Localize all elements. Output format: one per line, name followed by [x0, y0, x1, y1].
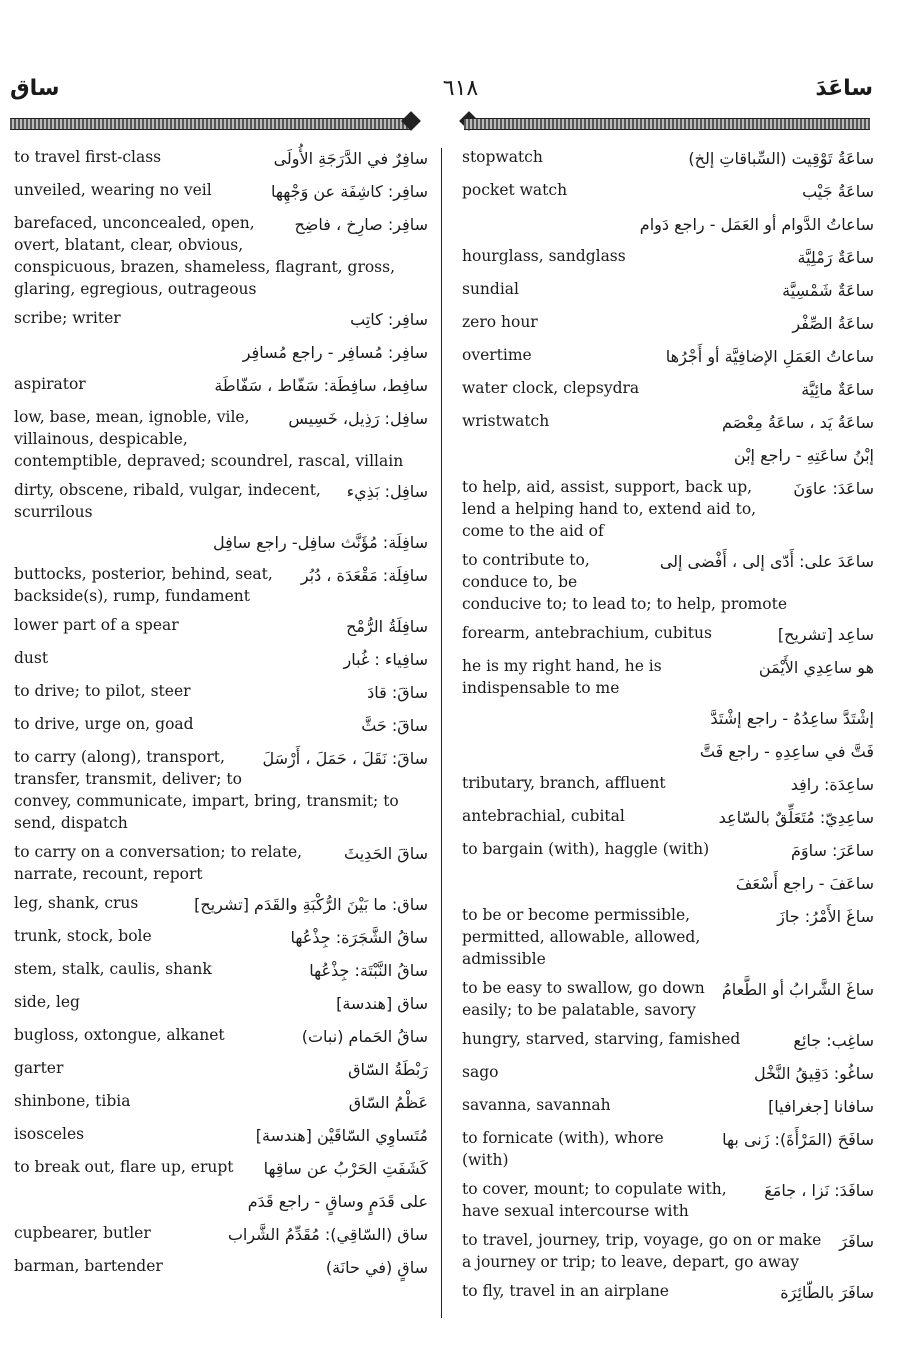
dictionary-entry: [14, 746, 428, 834]
english-definition: aspirator: [14, 375, 86, 393]
dictionary-entry: [14, 892, 428, 918]
dictionary-entry: [14, 1057, 428, 1083]
arabic-headword: سافِل: بَذِيء: [346, 482, 428, 501]
arabic-headword: ساعاتُ الدَّوام أو العَمَل - راجع دَوام: [639, 215, 874, 234]
page-header: [0, 70, 921, 120]
dictionary-entry: [14, 406, 428, 472]
arabic-headword: ساعِد [تشريح]: [777, 625, 874, 644]
arabic-headword: سافِرٌ في الدَّرَجَةِ الأُولَى: [273, 149, 428, 168]
arabic-headword: ساقُ الحَمام (نبات): [301, 1027, 428, 1046]
arabic-headword: سافَدَ: نَزا ، جامَعَ: [764, 1181, 874, 1200]
arabic-headword: مُتَساوِي السّاقَيْن [هندسة]: [255, 1126, 428, 1145]
english-definition: antebrachial, cubital: [462, 807, 625, 825]
english-definition: to contribute to, conduce to, be conducive to; to lead to; to help, promote: [462, 551, 787, 613]
dictionary-entry: [14, 1024, 428, 1050]
arabic-headword: ساغَ الأَمْرُ: جازَ: [777, 907, 874, 926]
arabic-headword: ساعَةٌ شَمْسِيَّة: [782, 281, 874, 300]
arabic-headword: ساعَةُ جَيْب: [802, 182, 874, 201]
dictionary-entry: [462, 377, 874, 403]
dictionary-entry: [462, 311, 874, 337]
dictionary-entry: [14, 1123, 428, 1149]
dictionary-entry: [462, 1229, 874, 1273]
arabic-headword: على قَدَمٍ وساقٍ - راجع قَدَم: [247, 1192, 428, 1211]
arabic-headword: إبْنُ ساعَتِهِ - راجع إبْن: [733, 446, 874, 465]
arabic-headword: ساقَ: نَقَلَ ، حَمَلَ ، أَرْسَلَ: [262, 749, 428, 768]
dictionary-entry: [14, 1255, 428, 1281]
english-definition: stem, stalk, caulis, shank: [14, 960, 212, 978]
arabic-headword: ساعَةٌ مائِيَّة: [801, 380, 874, 399]
dictionary-entry: [14, 991, 428, 1017]
dictionary-entry: [462, 1094, 874, 1120]
english-definition: barman, bartender: [14, 1257, 163, 1275]
arabic-headword: سافَحَ (المَرْأَةَ): زَنى بها: [722, 1130, 874, 1149]
english-definition: shinbone, tibia: [14, 1092, 131, 1110]
english-definition: to carry on a conversation; to relate, narrate, recount, report: [14, 843, 303, 883]
english-definition: unveiled, wearing no veil: [14, 181, 212, 199]
arabic-headword: سافَرَ: [839, 1232, 874, 1251]
arabic-headword: ساغُو: دَقِيقُ النَّخْل: [753, 1064, 874, 1083]
english-definition: to travel first-class: [14, 148, 162, 166]
dictionary-entry: [462, 549, 874, 615]
dictionary-entry: [462, 410, 874, 436]
arabic-headword: سافِر: كاشِفَة عن وَجْهِها: [271, 182, 428, 201]
dictionary-entry: [462, 739, 874, 765]
arabic-headword: ساعاتُ العَمَلِ الإضافِيَّة أو أَجْرُها: [665, 347, 874, 366]
arabic-headword: سافِياء : غُبار: [343, 650, 428, 669]
dictionary-entry: [462, 1028, 874, 1054]
arabic-headword: سافانا [جغرافيا]: [768, 1097, 874, 1116]
dictionary-entry: [462, 655, 874, 699]
english-definition: tributary, branch, affluent: [462, 774, 666, 792]
english-definition: barefaced, unconcealed, open, overt, blatant, clear, obvious, conspicuous, brazen, shameless, flagrant, gross, glaring, egregious, outrageous: [14, 214, 396, 298]
arabic-headword: ساعَةٌ رَمْلِيَّة: [797, 248, 874, 267]
arabic-headword: سافِر: مُسافِر - راجع مُسافِر: [242, 343, 428, 362]
arabic-headword: ساعَةُ يَد ، ساعَةُ مِعْصَم: [722, 413, 874, 432]
english-definition: sago: [462, 1063, 499, 1081]
dictionary-entry: [462, 904, 874, 970]
dictionary-entry: [14, 479, 428, 523]
arabic-headword: فَتَّ في ساعِدِهِ - راجع فَتَّ: [699, 742, 874, 761]
english-definition: hungry, starved, starving, famished: [462, 1030, 741, 1048]
dictionary-entry: [14, 530, 428, 556]
english-definition: zero hour: [462, 313, 538, 331]
arabic-headword: ساعَرَ: ساوَمَ: [790, 841, 874, 860]
english-definition: dirty, obscene, ribald, vulgar, indecent, scurrilous: [14, 481, 321, 521]
dictionary-entry: [14, 958, 428, 984]
left-column: [14, 146, 428, 1288]
dictionary-entry: [462, 212, 874, 238]
dictionary-entry: [14, 1189, 428, 1215]
dictionary-entry: [462, 245, 874, 271]
arabic-headword: سافِر: كاتِب: [350, 310, 428, 329]
english-definition: low, base, mean, ignoble, vile, villainous, despicable, contemptible, depraved; scoundrel, rascal, villain: [14, 408, 404, 470]
dictionary-entry: [462, 1127, 874, 1171]
english-definition: lower part of a spear: [14, 616, 179, 634]
english-definition: stopwatch: [462, 148, 543, 166]
dictionary-entry: [462, 1178, 874, 1222]
english-definition: to break out, flare up, erupt: [14, 1158, 234, 1176]
arabic-headword: ساعَفَ - راجع أَسْعَفَ: [735, 874, 874, 893]
dictionary-entry: [462, 1280, 874, 1306]
english-definition: to bargain (with), haggle (with): [462, 840, 710, 858]
english-definition: scribe; writer: [14, 309, 121, 327]
arabic-headword: رَبْطَةُ السّاق: [348, 1060, 428, 1079]
english-definition: savanna, savannah: [462, 1096, 611, 1114]
arabic-headword: ساعِدَة: رافِد: [790, 775, 874, 794]
english-definition: water clock, clepsydra: [462, 379, 640, 397]
english-definition: to help, aid, assist, support, back up, lend a helping hand to, extend aid to, come to the aid of: [462, 478, 757, 540]
dictionary-entry: [462, 805, 874, 831]
english-definition: dust: [14, 649, 49, 667]
english-definition: isosceles: [14, 1125, 85, 1143]
arabic-headword: ساقٍ (في حانَة): [325, 1258, 428, 1277]
english-definition: trunk, stock, bole: [14, 927, 152, 945]
arabic-headword: ساق: ما بَيْنَ الرُّكْبَةِ والقَدَم [تشريح]: [194, 895, 428, 914]
dictionary-entry: [14, 373, 428, 399]
dictionary-entry: [14, 340, 428, 366]
dictionary-entry: [14, 307, 428, 333]
header-rule-right: [464, 118, 870, 130]
dictionary-entry: [462, 179, 874, 205]
arabic-headword: ساعَةُ الصِّفْر: [792, 314, 874, 333]
dictionary-entry: [462, 838, 874, 864]
english-definition: cupbearer, butler: [14, 1224, 151, 1242]
english-definition: sundial: [462, 280, 519, 298]
english-definition: to be or become permissible, permitted, allowable, allowed, admissible: [462, 906, 701, 968]
arabic-headword: سافِر: صارِخ ، فاضِح: [294, 215, 428, 234]
arabic-headword: ساق (السّاقِي): مُقَدِّمُ الشَّراب: [227, 1225, 428, 1244]
english-definition: buttocks, posterior, behind, seat, backside(s), rump, fundament: [14, 565, 273, 605]
page-number: ٦١٨: [442, 76, 479, 101]
dictionary-entry: [14, 179, 428, 205]
dictionary-entry: [462, 871, 874, 897]
english-definition: overtime: [462, 346, 532, 364]
arabic-headword: ساقَ: قادَ: [367, 683, 428, 702]
arabic-headword: ساعَدَ: عاوَنَ: [793, 479, 874, 498]
arabic-headword: ساقَ الحَدِيثَ: [344, 844, 428, 863]
right-column: [462, 146, 874, 1313]
english-definition: to drive; to pilot, steer: [14, 682, 191, 700]
english-definition: leg, shank, crus: [14, 894, 139, 912]
english-definition: to drive, urge on, goad: [14, 715, 194, 733]
arabic-headword: عَظْمُ السّاق: [348, 1093, 428, 1112]
arabic-headword: سافِلَة: مَقْعَدَة ، دُبُر: [300, 566, 428, 585]
dictionary-entry: [14, 680, 428, 706]
arabic-headword: ساقُ النَّبْتَة: جِذْعُها: [309, 961, 428, 980]
english-definition: wristwatch: [462, 412, 550, 430]
dictionary-entry: [462, 476, 874, 542]
english-definition: to cover, mount; to copulate with, have sexual intercourse with: [462, 1180, 727, 1220]
arabic-headword: ساقَ: حَثَّ: [361, 716, 428, 735]
english-definition: garter: [14, 1059, 64, 1077]
english-definition: to travel, journey, trip, voyage, go on or make a journey or trip; to leave, depart, go away: [462, 1231, 822, 1271]
guide-word-left: ساق: [10, 76, 60, 101]
dictionary-entry: [14, 563, 428, 607]
dictionary-entry: [14, 1090, 428, 1116]
arabic-headword: كَشَفَتِ الحَرْبُ عن ساقِها: [263, 1159, 428, 1178]
arabic-headword: ساق [هندسة]: [336, 994, 428, 1013]
arabic-headword: هو ساعِدِي الأَيْمَن: [758, 658, 874, 677]
dictionary-entry: [462, 977, 874, 1021]
english-definition: hourglass, sandglass: [462, 247, 626, 265]
arabic-headword: ساعِدِيّ: مُتَعَلِّقٌ بالسّاعِد: [718, 808, 874, 827]
dictionary-entry: [14, 614, 428, 640]
column-divider: [441, 148, 442, 1318]
dictionary-entry: [462, 706, 874, 732]
dictionary-entry: [14, 1156, 428, 1182]
arabic-headword: ساغَ الشَّرابُ أو الطَّعامُ: [721, 980, 874, 999]
dictionary-entry: [14, 713, 428, 739]
english-definition: bugloss, oxtongue, alkanet: [14, 1026, 225, 1044]
arabic-headword: ساعَةُ تَوْقِيت (السِّباقاتِ إلخ): [688, 149, 874, 168]
dictionary-entry: [462, 622, 874, 648]
dictionary-entry: [14, 841, 428, 885]
english-definition: to fornicate (with), whore (with): [462, 1129, 664, 1169]
guide-word-right: ساعَدَ: [815, 76, 873, 101]
dictionary-entry: [462, 772, 874, 798]
dictionary-entry: [14, 925, 428, 951]
arabic-headword: ساغِب: جائِع: [793, 1031, 874, 1050]
dictionary-entry: [14, 1222, 428, 1248]
english-definition: pocket watch: [462, 181, 568, 199]
english-definition: to be easy to swallow, go down easily; to be palatable, savory: [462, 979, 705, 1019]
english-definition: to carry (along), transport, transfer, transmit, deliver; to convey, communicate, impart, bring, transmit; to send, dispatch: [14, 748, 399, 832]
dictionary-entry: [462, 443, 874, 469]
english-definition: to fly, travel in an airplane: [462, 1282, 669, 1300]
english-definition: he is my right hand, he is indispensable to me: [462, 657, 662, 697]
dictionary-entry: [462, 344, 874, 370]
header-rule-left: [10, 118, 410, 130]
arabic-headword: إشْتَدَّ ساعِدُهُ - راجع إشْتَدَّ: [710, 709, 874, 728]
arabic-headword: سافِل: رَذِيل، خَسِيس: [288, 409, 428, 428]
dictionary-entry: [14, 647, 428, 673]
arabic-headword: ساقُ الشَّجَرَة: جِذْعُها: [290, 928, 428, 947]
arabic-headword: ساعَدَ على: أَدّى إلى ، أَفْضى إلى: [659, 552, 874, 571]
english-definition: forearm, antebrachium, cubitus: [462, 624, 712, 642]
dictionary-entry: [14, 146, 428, 172]
dictionary-entry: [462, 146, 874, 172]
arabic-headword: سافِلَةُ الرُّمْح: [346, 617, 428, 636]
english-definition: side, leg: [14, 993, 80, 1011]
dictionary-entry: [462, 1061, 874, 1087]
dictionary-entry: [462, 278, 874, 304]
dictionary-entry: [14, 212, 428, 300]
arabic-headword: سافِلَة: مُؤَنَّث سافِل- راجع سافِل: [213, 533, 428, 552]
arabic-headword: سافَرَ بالطّائِرَة: [780, 1283, 874, 1302]
arabic-headword: سافِط، سافِطَة: سَفّاط ، سَفّاطَة: [214, 376, 428, 395]
